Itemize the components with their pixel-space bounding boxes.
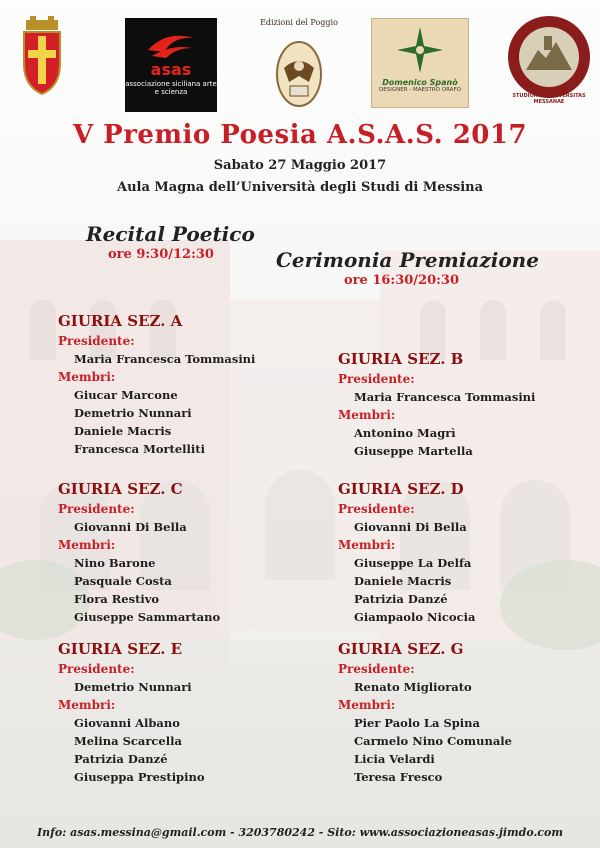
jury-member: Demetrio Nunnari [74, 406, 192, 420]
jury-member: Giucar Marcone [74, 388, 178, 402]
asas-logo-subtitle: associazione siciliana arte e scienza [125, 80, 217, 96]
president-label: Presidente: [58, 662, 135, 676]
asas-logo-name: asas [150, 60, 192, 79]
asas-swoosh-icon [146, 30, 196, 60]
members-label: Membri: [58, 370, 116, 384]
eagle-icon [254, 16, 344, 112]
president-label: Presidente: [338, 372, 415, 386]
members-label: Membri: [58, 698, 116, 712]
jury-member: Carmelo Nino Comunale [354, 734, 512, 748]
jury-member: Giuseppe La Delfa [354, 556, 472, 570]
spano-logo-name: Domenico Spanò [382, 78, 458, 87]
jury-member: Giuseppe Sammartano [74, 610, 221, 624]
event-venue: Aula Magna dell’Università degli Studi di Messina [116, 180, 484, 195]
members-label: Membri: [338, 698, 396, 712]
jury-president: Demetrio Nunnari [74, 680, 192, 694]
jury-member: Patrizia Danzé [74, 752, 168, 766]
messina-crest-icon [20, 16, 64, 96]
jury-member: Daniele Macris [74, 424, 172, 438]
president-label: Presidente: [338, 662, 415, 676]
recital-time: ore 9:30/12:30 [108, 247, 214, 262]
footer-contact-info: Info: asas.messina@gmail.com - 3203780242 - Sito: www.associazioneasas.jimdo.com [37, 826, 563, 839]
jury-president: Maria Francesca Tommasini [354, 390, 536, 404]
president-label: Presidente: [338, 502, 415, 516]
members-label: Membri: [58, 538, 116, 552]
university-seal-text: STUDIORUM UNIVERSITAS MESSANAE [512, 93, 586, 105]
jury-member: Pasquale Costa [74, 574, 172, 588]
logo-bar [0, 12, 600, 112]
compass-star-icon [395, 25, 445, 75]
jury-title: GIURIA SEZ. C [58, 480, 183, 498]
jury-member: Pier Paolo La Spina [354, 716, 480, 730]
jury-member: Nino Barone [74, 556, 156, 570]
jury-member: Francesca Mortelliti [74, 442, 205, 456]
jury-president: Maria Francesca Tommasini [74, 352, 256, 366]
members-label: Membri: [338, 408, 396, 422]
jury-title: GIURIA SEZ. B [338, 350, 464, 368]
president-label: Presidente: [58, 502, 135, 516]
jury-member: Licia Velardi [354, 752, 435, 766]
spano-logo-subtitle: DESIGNER - MAESTRO ORAFO [379, 87, 461, 93]
university-seal [506, 14, 592, 105]
jury-president: Renato Migliorato [354, 680, 472, 694]
jury-member: Giovanni Albano [74, 716, 180, 730]
poggio-logo-text: Edizioni del Poggio [260, 18, 338, 27]
jury-member: Giuseppa Prestipino [74, 770, 205, 784]
page-title: V Premio Poesia A.S.A.S. 2017 [72, 120, 528, 150]
president-label: Presidente: [58, 334, 135, 348]
jury-member: Antonino Magrì [354, 426, 456, 440]
jury-section-a [58, 312, 298, 458]
jury-member: Flora Restivo [74, 592, 160, 606]
university-seal-icon [506, 14, 592, 100]
jury-member: Melina Scarcella [74, 734, 182, 748]
jury-title: GIURIA SEZ. E [58, 640, 183, 658]
jury-member: Patrizia Danzé [354, 592, 448, 606]
ceremony-time: ore 16:30/20:30 [344, 273, 460, 288]
members-label: Membri: [338, 538, 396, 552]
jury-title: GIURIA SEZ. G [338, 640, 464, 658]
jury-section-c [58, 480, 298, 626]
jury-title: GIURIA SEZ. A [58, 312, 183, 330]
asas-logo [125, 18, 217, 112]
jury-section-b [338, 350, 578, 460]
jury-section-g [338, 640, 578, 786]
ceremony-heading: Cerimonia Premiazione [276, 248, 539, 272]
jury-member: Daniele Macris [354, 574, 452, 588]
jury-section-e [58, 640, 298, 786]
recital-heading: Recital Poetico [86, 222, 255, 246]
jury-president: Giovanni Di Bella [74, 520, 187, 534]
jury-president: Giovanni Di Bella [354, 520, 467, 534]
event-date: Sabato 27 Maggio 2017 [213, 158, 387, 173]
jury-member: Giampaolo Nicocia [354, 610, 476, 624]
jury-member: Teresa Fresco [354, 770, 443, 784]
jury-member: Giuseppe Martella [354, 444, 473, 458]
jury-title: GIURIA SEZ. D [338, 480, 464, 498]
jury-section-d [338, 480, 578, 626]
edizioni-del-poggio-logo [254, 16, 344, 112]
domenico-spano-logo [371, 18, 469, 108]
